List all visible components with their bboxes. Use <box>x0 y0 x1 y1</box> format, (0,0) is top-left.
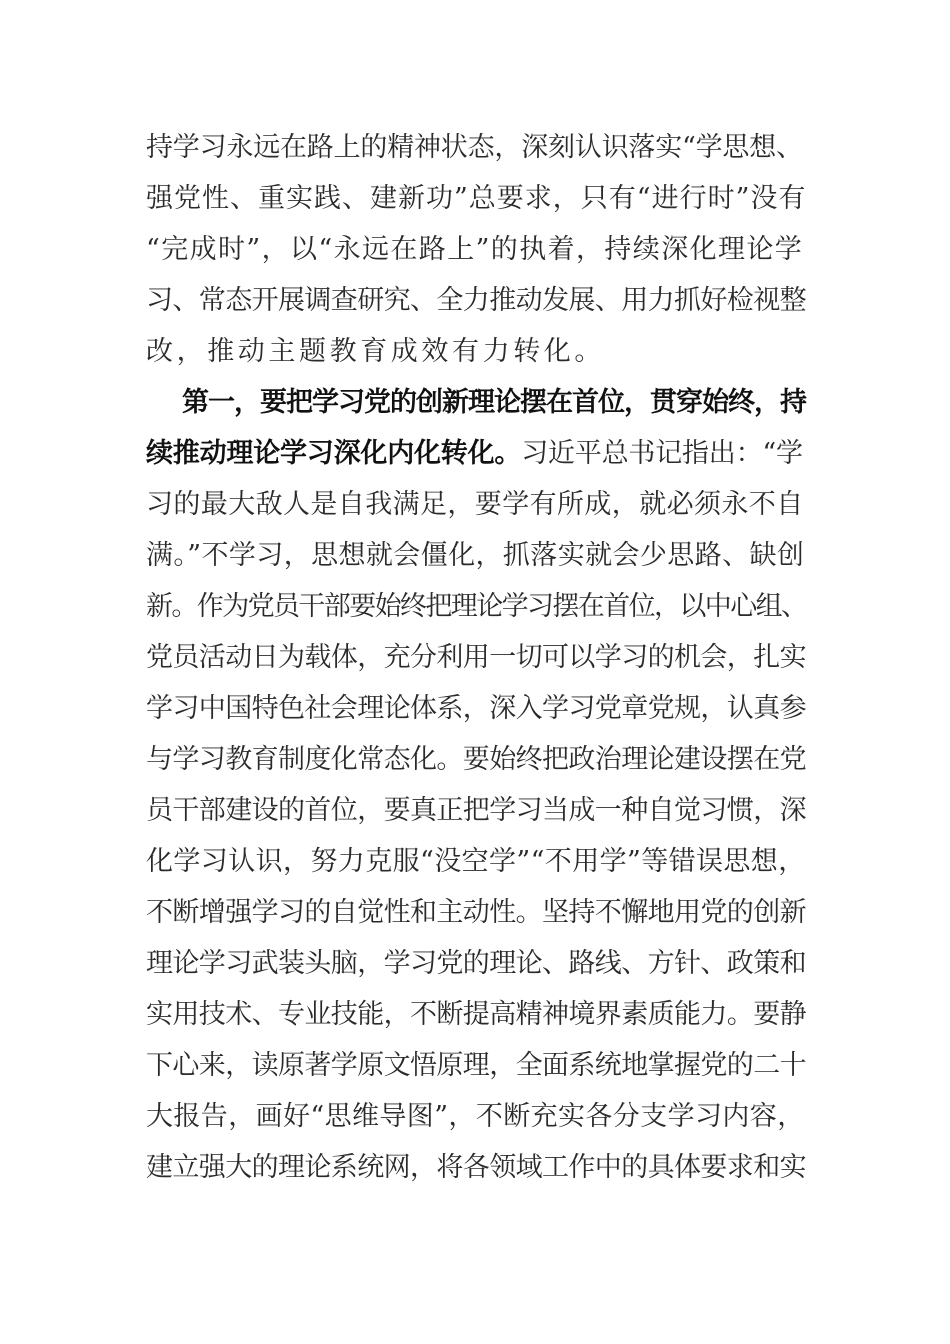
paragraph-line: 员干部建设的首位，要真正把学习当成一种自觉习惯，深 <box>146 795 806 826</box>
paragraph-line: 党员活动日为载体，充分利用一切可以学习的机会，扎实 <box>146 642 806 673</box>
section-heading-continued <box>146 429 806 479</box>
section-heading: 第一，要把学习党的创新理论摆在首位，贯穿始终，持 <box>182 387 806 418</box>
paragraph-line: “完成时”，以“永远在路上”的执着，持续深化理论学 <box>146 234 804 265</box>
paragraph-line: 改，推动主题教育成效有力转化。 <box>146 336 605 367</box>
paragraph-line: 建立强大的理论系统网，将各领域工作中的具体要求和实 <box>146 1152 806 1183</box>
paragraph-line: 学习中国特色社会理论体系，深入学习党章党规，认真参 <box>146 693 806 724</box>
section-heading-tail: 续推动理论学习深化内化转化。 <box>146 438 522 469</box>
paragraph-line: 持学习永远在路上的精神状态，深刻认识落实“学思想、 <box>146 132 803 163</box>
paragraph-line: 习的最大敌人是自我满足，要学有所成，就必须永不自 <box>146 489 804 520</box>
paragraph-line: 新。作为党员干部要始终把理论学习摆在首位，以中心组、 <box>146 591 807 622</box>
paragraph-line: 大报告，画好“思维导图”，不断充实各分支学习内容， <box>146 1101 805 1132</box>
paragraph-line: 化学习认识，努力克服“没空学”“不用学”等错误思想， <box>146 846 806 877</box>
paragraph-line: 不断增强学习的自觉性和主动性。坚持不懈地用党的创新 <box>146 897 806 928</box>
paragraph-text: 习近平总书记指出：“学 <box>521 438 803 469</box>
paragraph-line: 与学习教育制度化常态化。要始终把政治理论建设摆在党 <box>146 744 806 775</box>
paragraph-line: 强党性、重实践、建新功”总要求，只有“进行时”没有 <box>146 183 807 214</box>
paragraph-line: 习、常态开展调查研究、全力推动发展、用力抓好检视整 <box>146 285 806 316</box>
paragraph-line: 满。”不学习，思想就会僵化，抓落实就会少思路、缺创 <box>146 540 805 571</box>
paragraph-line: 下心来，读原著学原文悟原理，全面系统地掌握党的二十 <box>146 1050 806 1081</box>
paragraph-line: 实用技术、专业技能，不断提高精神境界素质能力。要静 <box>146 999 806 1030</box>
paragraph-line: 理论学习武装头脑，学习党的理论、路线、方针、政策和 <box>146 948 806 979</box>
